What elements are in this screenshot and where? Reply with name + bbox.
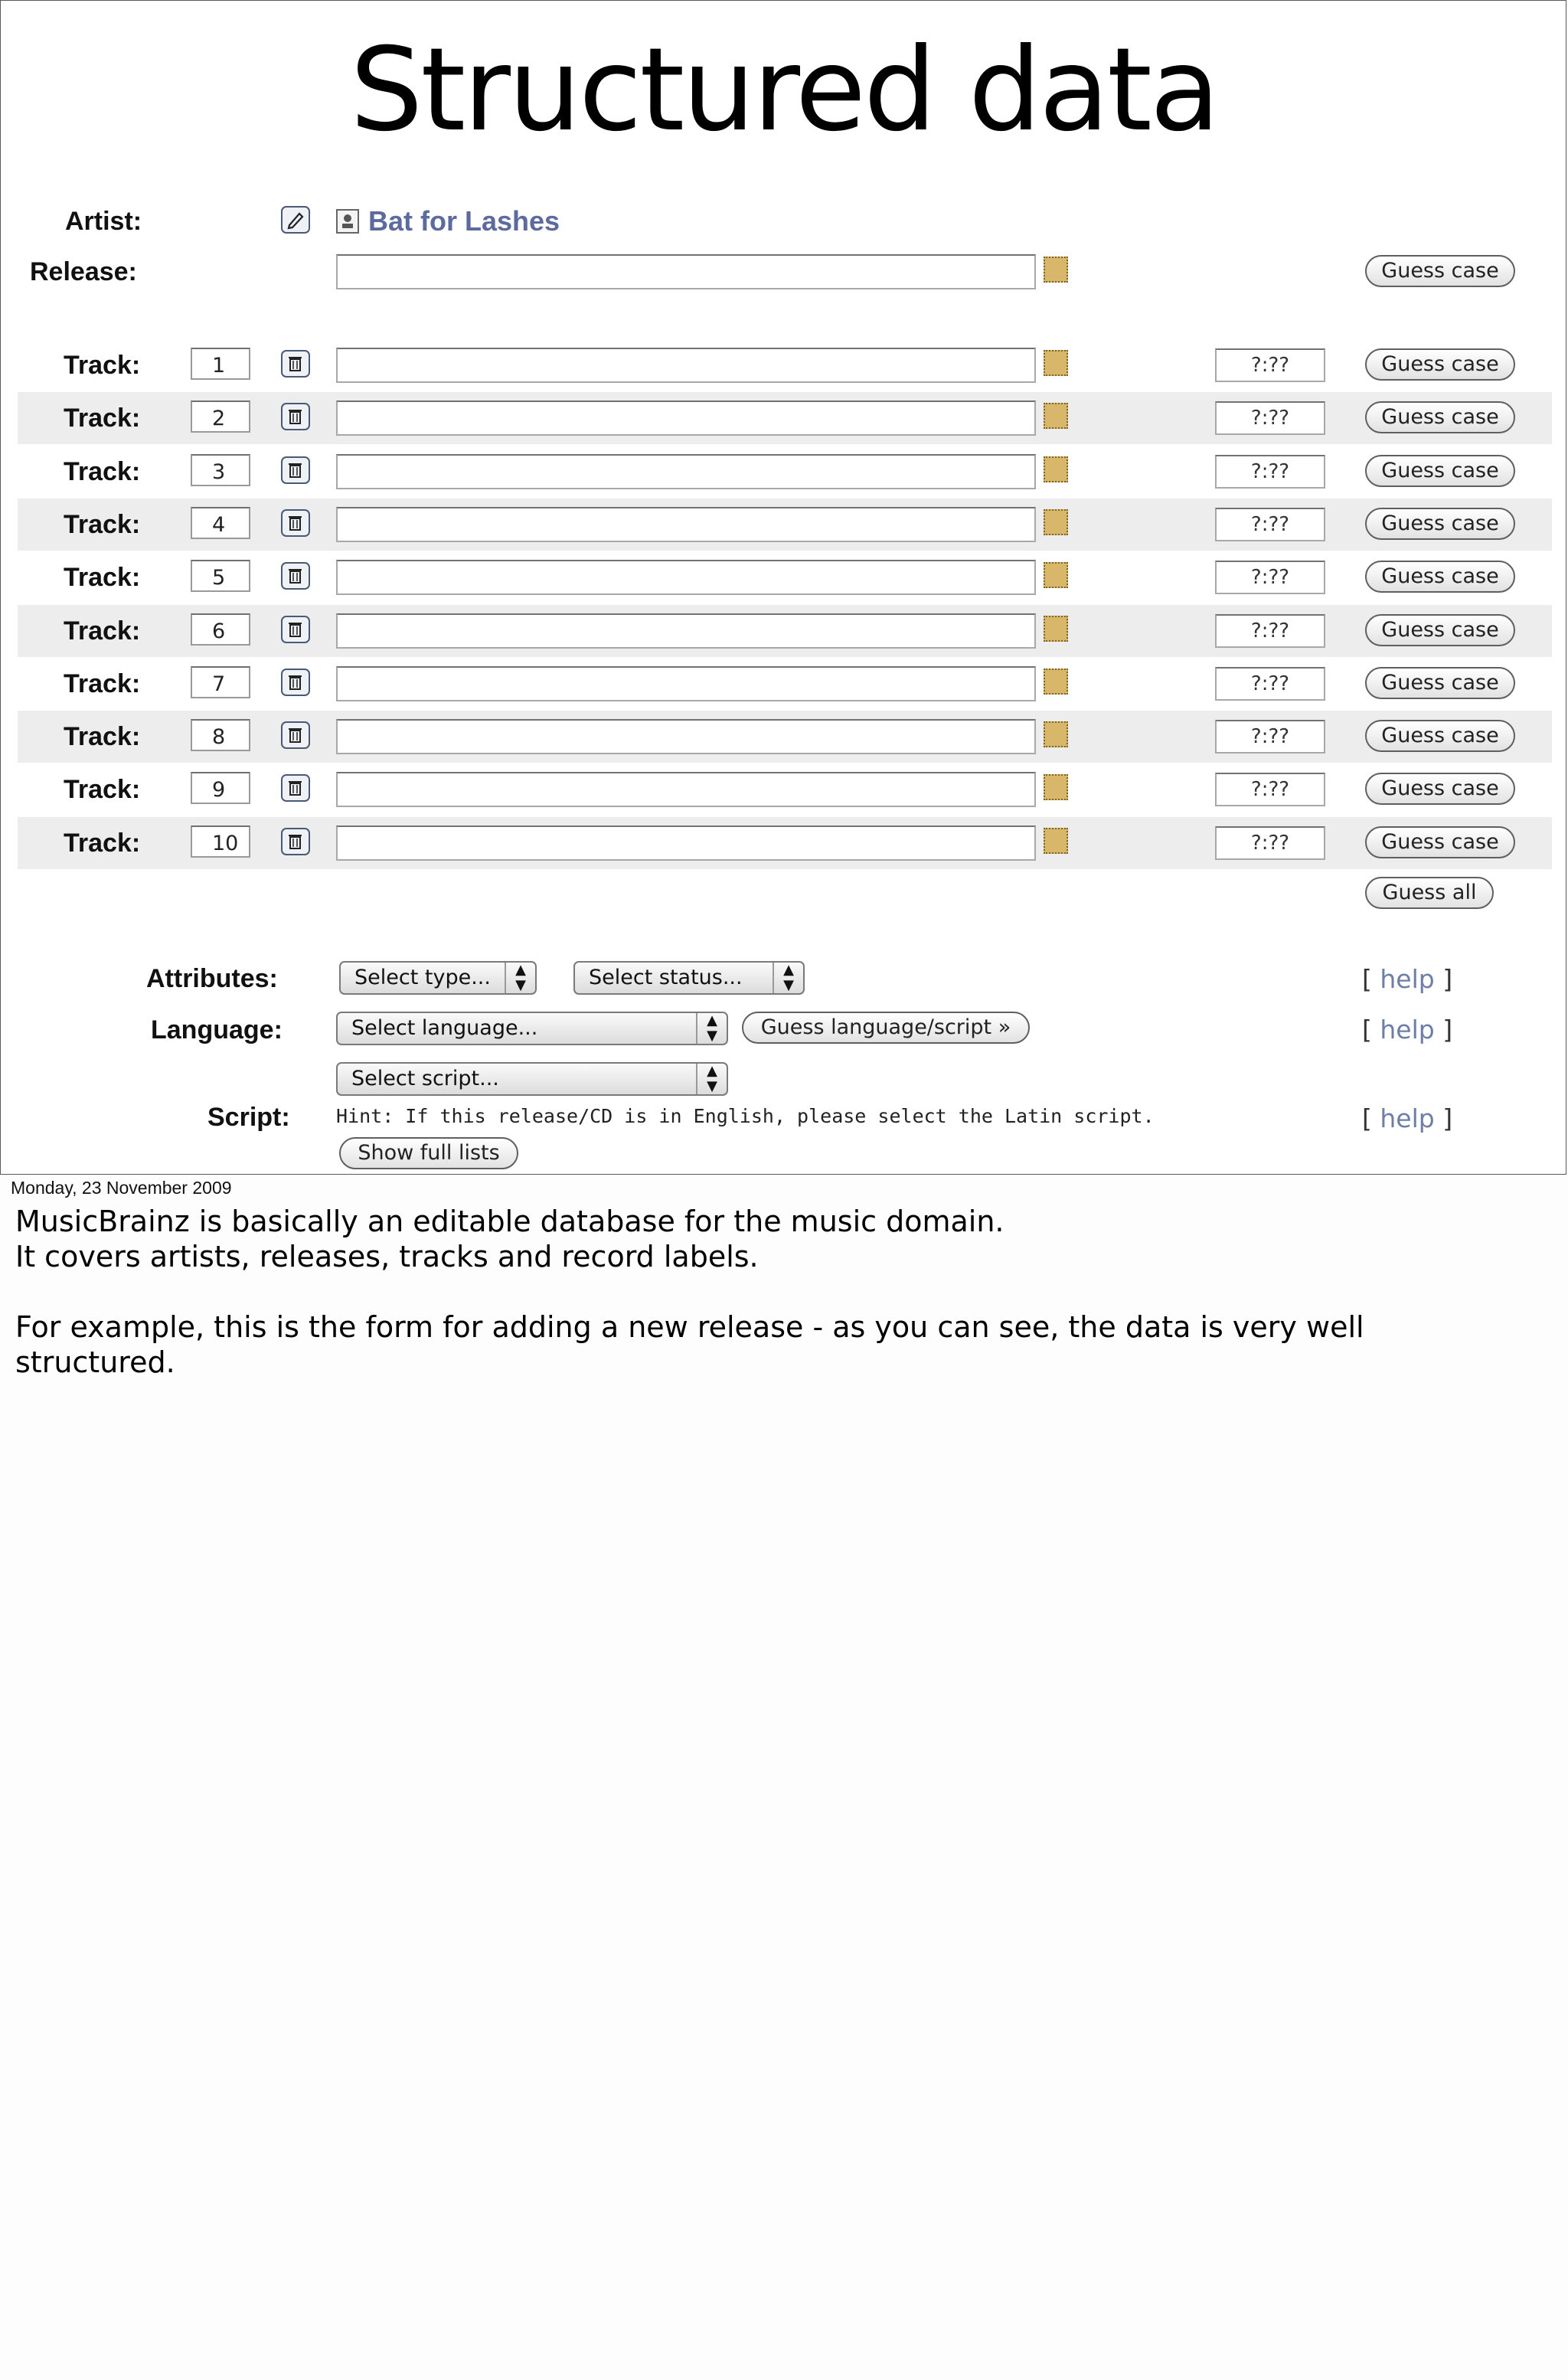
track-number-input[interactable]: 1 — [191, 348, 250, 380]
lookup-icon[interactable] — [1044, 403, 1068, 429]
track-label: Track: — [64, 722, 141, 751]
track-number-input[interactable]: 3 — [191, 454, 250, 486]
track-number-input[interactable]: 8 — [191, 719, 250, 751]
remove-track-button[interactable] — [281, 616, 310, 643]
track-row — [18, 605, 1552, 657]
track-guess-case-button[interactable]: Guess case — [1365, 773, 1515, 805]
select-arrows-icon: ▲ ▼ — [696, 1064, 727, 1094]
lookup-icon[interactable] — [1044, 721, 1068, 747]
release-label: Release: — [30, 257, 137, 286]
track-guess-case-button[interactable]: Guess case — [1365, 401, 1515, 433]
track-label: Track: — [64, 351, 141, 380]
trash-icon — [283, 723, 309, 747]
script-help-link[interactable]: help — [1380, 1103, 1435, 1133]
select-arrows-icon: ▲ ▼ — [773, 963, 803, 993]
notes-line: For example, this is the form for adding a new release - as you can see, the data is very well — [15, 1310, 1364, 1344]
remove-track-button[interactable] — [281, 350, 310, 378]
lookup-icon[interactable] — [1044, 774, 1068, 800]
track-row — [18, 658, 1552, 710]
remove-track-button[interactable] — [281, 456, 310, 484]
track-row — [18, 711, 1552, 763]
script-value: Select script... — [351, 1067, 499, 1090]
track-row — [18, 339, 1552, 391]
language-select[interactable] — [336, 1012, 728, 1045]
track-guess-case-button[interactable]: Guess case — [1365, 561, 1515, 593]
script-help — [1362, 1103, 1452, 1133]
track-length-input[interactable]: ?:?? — [1215, 826, 1325, 860]
language-value: Select language... — [351, 1016, 538, 1040]
track-number-input[interactable]: 6 — [191, 613, 250, 646]
release-type-select[interactable] — [339, 961, 537, 995]
remove-track-button[interactable] — [281, 403, 310, 430]
release-status-value: Select status... — [589, 966, 743, 989]
artist-icon — [336, 209, 359, 234]
lookup-icon[interactable] — [1044, 257, 1068, 283]
track-title-input[interactable] — [336, 719, 1036, 754]
script-hint: Hint: If this release/CD is in English, please select the Latin script. — [336, 1105, 1155, 1127]
remove-track-button[interactable] — [281, 774, 310, 802]
track-label: Track: — [64, 457, 141, 486]
track-row — [18, 817, 1552, 869]
track-title-input[interactable] — [336, 400, 1036, 436]
track-length-input[interactable]: ?:?? — [1215, 455, 1325, 489]
track-guess-case-button[interactable]: Guess case — [1365, 348, 1515, 381]
remove-track-button[interactable] — [281, 721, 310, 749]
guess-all-button[interactable]: Guess all — [1365, 877, 1494, 909]
language-help-link[interactable]: help — [1380, 1015, 1435, 1045]
slide-title: Structured data — [350, 24, 1218, 157]
track-title-input[interactable] — [336, 560, 1036, 595]
lookup-icon[interactable] — [1044, 616, 1068, 642]
lookup-icon[interactable] — [1044, 509, 1068, 535]
track-length-input[interactable]: ?:?? — [1215, 401, 1325, 435]
track-number-input[interactable]: 7 — [191, 666, 250, 698]
show-full-lists-button[interactable]: Show full lists — [339, 1137, 518, 1169]
artist-name-link[interactable]: Bat for Lashes — [368, 205, 560, 237]
track-length-input[interactable]: ?:?? — [1215, 720, 1325, 754]
trash-icon — [283, 404, 309, 429]
release-status-select[interactable] — [573, 961, 805, 995]
track-row — [18, 763, 1552, 816]
trash-icon — [283, 670, 309, 695]
track-title-input[interactable] — [336, 613, 1036, 649]
track-length-input[interactable]: ?:?? — [1215, 614, 1325, 648]
guess-language-script-button[interactable]: Guess language/script » — [742, 1012, 1030, 1044]
attributes-help — [1362, 964, 1452, 994]
artist-label: Artist: — [65, 207, 142, 236]
lookup-icon[interactable] — [1044, 562, 1068, 588]
track-length-input[interactable]: ?:?? — [1215, 667, 1325, 701]
help-bracket-close: ] — [1442, 964, 1453, 994]
track-title-input[interactable] — [336, 666, 1036, 701]
track-guess-case-button[interactable]: Guess case — [1365, 614, 1515, 646]
track-label: Track: — [64, 404, 141, 433]
release-type-value: Select type... — [354, 966, 491, 989]
remove-track-button[interactable] — [281, 828, 310, 855]
track-label: Track: — [64, 829, 141, 858]
remove-track-button[interactable] — [281, 562, 310, 590]
track-row — [18, 446, 1552, 498]
track-label: Track: — [64, 563, 141, 592]
track-number-input[interactable]: 10 — [191, 825, 250, 858]
slide — [0, 0, 1566, 1175]
track-guess-case-button[interactable]: Guess case — [1365, 826, 1515, 858]
remove-track-button[interactable] — [281, 509, 310, 537]
track-number-input[interactable]: 2 — [191, 400, 250, 433]
select-arrows-icon: ▲ ▼ — [505, 963, 535, 993]
track-number-input[interactable]: 5 — [191, 560, 250, 592]
track-title-input[interactable] — [336, 772, 1036, 807]
notes-line: It covers artists, releases, tracks and record labels. — [15, 1240, 759, 1273]
attributes-help-link[interactable]: help — [1380, 964, 1435, 994]
trash-icon — [283, 564, 309, 588]
notes-line: MusicBrainz is basically an editable database for the music domain. — [15, 1205, 1004, 1238]
lookup-icon[interactable] — [1044, 669, 1068, 695]
help-bracket-open: [ — [1362, 1015, 1372, 1045]
track-label: Track: — [64, 510, 141, 539]
track-title-input[interactable] — [336, 507, 1036, 542]
remove-track-button[interactable] — [281, 669, 310, 696]
lookup-icon[interactable] — [1044, 456, 1068, 482]
trash-icon — [283, 511, 309, 535]
track-title-input[interactable] — [336, 825, 1036, 861]
track-guess-case-button[interactable]: Guess case — [1365, 667, 1515, 699]
track-length-input[interactable]: ?:?? — [1215, 508, 1325, 541]
add-release-form — [1, 1, 1567, 1175]
help-bracket-close: ] — [1442, 1015, 1453, 1045]
pencil-icon — [283, 208, 309, 232]
track-row — [18, 499, 1552, 551]
track-length-input[interactable]: ?:?? — [1215, 561, 1325, 594]
attributes-label: Attributes: — [146, 964, 278, 993]
help-bracket-open: [ — [1362, 964, 1372, 994]
trash-icon — [283, 458, 309, 482]
trash-icon — [283, 351, 309, 376]
script-label: Script: — [207, 1103, 290, 1132]
lookup-icon[interactable] — [1044, 828, 1068, 854]
track-title-input[interactable] — [336, 348, 1036, 383]
help-bracket-close: ] — [1442, 1103, 1453, 1133]
release-guess-case-button[interactable]: Guess case — [1365, 255, 1515, 287]
track-title-input[interactable] — [336, 454, 1036, 489]
speaker-notes — [15, 1204, 1531, 1380]
track-length-input[interactable]: ?:?? — [1215, 773, 1325, 806]
edit-artist-button[interactable] — [281, 206, 310, 234]
track-guess-case-button[interactable]: Guess case — [1365, 720, 1515, 752]
track-number-input[interactable]: 4 — [191, 507, 250, 539]
track-label: Track: — [64, 775, 141, 804]
language-help — [1362, 1015, 1452, 1045]
lookup-icon[interactable] — [1044, 350, 1068, 376]
select-arrows-icon: ▲ ▼ — [696, 1013, 727, 1044]
trash-icon — [283, 617, 309, 642]
track-label: Track: — [64, 669, 141, 698]
notes-line: structured. — [15, 1345, 175, 1379]
track-length-input[interactable]: ?:?? — [1215, 348, 1325, 382]
slide-date: Monday, 23 November 2009 — [11, 1178, 232, 1198]
release-title-input[interactable] — [336, 254, 1036, 289]
trash-icon — [283, 776, 309, 800]
track-guess-case-button[interactable]: Guess case — [1365, 455, 1515, 487]
track-number-input[interactable]: 9 — [191, 772, 250, 804]
track-row — [18, 551, 1552, 603]
track-label: Track: — [64, 616, 141, 646]
language-label: Language: — [151, 1015, 283, 1045]
trash-icon — [283, 829, 309, 854]
track-row — [18, 392, 1552, 444]
script-select[interactable] — [336, 1062, 728, 1096]
track-guess-case-button[interactable]: Guess case — [1365, 508, 1515, 540]
help-bracket-open: [ — [1362, 1103, 1372, 1133]
